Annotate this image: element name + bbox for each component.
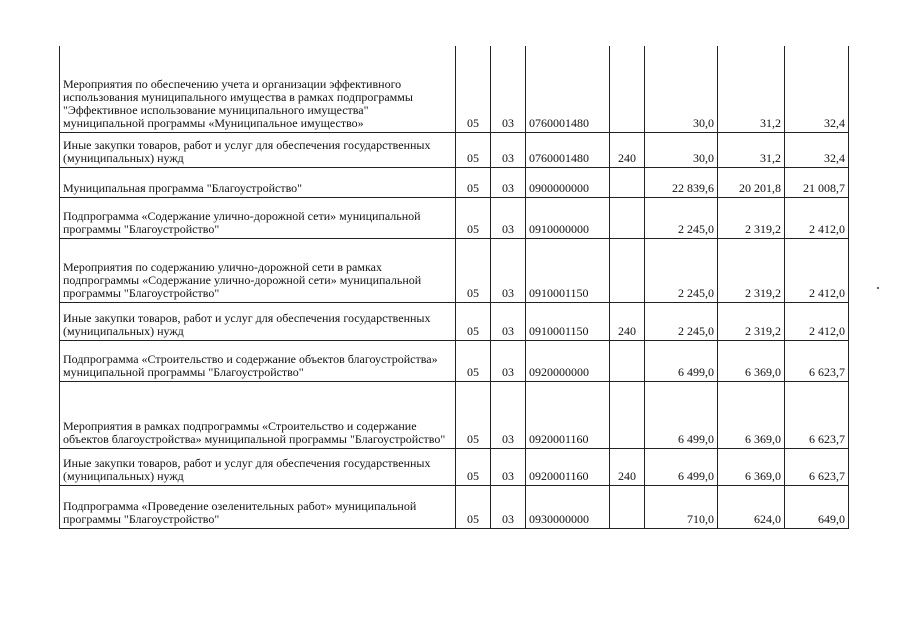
row-name: Иные закупки товаров, работ и услуг для обеспечения государственных (муниципальных) нужд [60,132,456,167]
row-section: 05 [456,381,491,448]
row-name: Мероприятия в рамках подпрограммы «Строительство и содержание объектов благоустройства» муниципальной программы "Благоустройство" [60,381,456,448]
budget-table [59,46,849,529]
row-value-3: 2 412,0 [785,197,849,238]
row-target-article: 0930000000 [526,485,610,528]
table-row [60,302,849,340]
row-expense-type: 240 [610,448,645,485]
table-row [60,238,849,302]
row-expense-type [610,238,645,302]
row-target-article: 0760001480 [526,132,610,167]
row-name: Подпрограмма «Строительство и содержание объектов благоустройства» муниципальной программы "Благоустройство" [60,340,456,381]
row-value-1: 30,0 [645,132,718,167]
row-value-3: 32,4 [785,132,849,167]
row-value-2: 6 369,0 [718,381,785,448]
table-row [60,381,849,448]
row-value-1: 6 499,0 [645,381,718,448]
row-name: Подпрограмма «Содержание улично-дорожной сети» муниципальной программы "Благоустройство" [60,197,456,238]
row-value-1: 2 245,0 [645,302,718,340]
row-subsection: 03 [491,132,526,167]
row-expense-type [610,167,645,197]
row-value-1: 710,0 [645,485,718,528]
row-subsection: 03 [491,485,526,528]
row-section: 05 [456,167,491,197]
row-target-article: 0910000000 [526,197,610,238]
row-value-3: 2 412,0 [785,238,849,302]
row-subsection: 03 [491,46,526,132]
table-row [60,167,849,197]
row-expense-type: 240 [610,302,645,340]
row-target-article: 0920001160 [526,448,610,485]
table-row [60,46,849,132]
row-value-2: 2 319,2 [718,197,785,238]
row-value-3: 2 412,0 [785,302,849,340]
row-section: 05 [456,238,491,302]
table-row [60,132,849,167]
row-value-1: 6 499,0 [645,340,718,381]
table-row [60,340,849,381]
row-subsection: 03 [491,238,526,302]
row-target-article: 0910001150 [526,238,610,302]
row-value-1: 6 499,0 [645,448,718,485]
row-section: 05 [456,132,491,167]
row-value-1: 2 245,0 [645,197,718,238]
row-value-2: 20 201,8 [718,167,785,197]
row-value-3: 649,0 [785,485,849,528]
row-name: Подпрограмма «Проведение озеленительных работ» муниципальной программы "Благоустройство" [60,485,456,528]
row-subsection: 03 [491,340,526,381]
row-name: Иные закупки товаров, работ и услуг для обеспечения государственных (муниципальных) нужд [60,302,456,340]
row-name: Мероприятия по обеспечению учета и организации эффективного использования муниципального имущества в рамках подпрограммы "Эффективное использование муниципального имущества" муниципальной программы «Муниципальное имущество» [60,46,456,132]
row-subsection: 03 [491,381,526,448]
scan-speck [877,287,879,289]
row-expense-type: 240 [610,132,645,167]
row-target-article: 0910001150 [526,302,610,340]
row-value-2: 624,0 [718,485,785,528]
row-value-2: 6 369,0 [718,340,785,381]
row-name: Муниципальная программа "Благоустройство" [60,167,456,197]
row-value-3: 6 623,7 [785,340,849,381]
row-name: Иные закупки товаров, работ и услуг для обеспечения государственных (муниципальных) нужд [60,448,456,485]
row-subsection: 03 [491,167,526,197]
row-expense-type [610,197,645,238]
row-subsection: 03 [491,302,526,340]
row-target-article: 0920001160 [526,381,610,448]
table-row [60,485,849,528]
row-value-2: 2 319,2 [718,238,785,302]
row-value-2: 2 319,2 [718,302,785,340]
row-name: Мероприятия по содержанию улично-дорожной сети в рамках подпрограммы «Содержание улично-дорожной сети» муниципальной программы "Благоустройство" [60,238,456,302]
row-subsection: 03 [491,448,526,485]
row-value-1: 30,0 [645,46,718,132]
row-value-2: 31,2 [718,46,785,132]
row-section: 05 [456,46,491,132]
row-subsection: 03 [491,197,526,238]
table-row [60,448,849,485]
row-target-article: 0900000000 [526,167,610,197]
row-section: 05 [456,197,491,238]
row-section: 05 [456,448,491,485]
row-expense-type [610,46,645,132]
row-value-1: 2 245,0 [645,238,718,302]
row-expense-type [610,381,645,448]
table-row [60,197,849,238]
row-expense-type [610,485,645,528]
row-value-3: 6 623,7 [785,448,849,485]
row-value-1: 22 839,6 [645,167,718,197]
row-value-3: 21 008,7 [785,167,849,197]
row-expense-type [610,340,645,381]
row-section: 05 [456,340,491,381]
row-value-3: 6 623,7 [785,381,849,448]
row-section: 05 [456,485,491,528]
row-target-article: 0920000000 [526,340,610,381]
row-value-3: 32,4 [785,46,849,132]
row-value-2: 6 369,0 [718,448,785,485]
row-value-2: 31,2 [718,132,785,167]
row-section: 05 [456,302,491,340]
row-target-article: 0760001480 [526,46,610,132]
